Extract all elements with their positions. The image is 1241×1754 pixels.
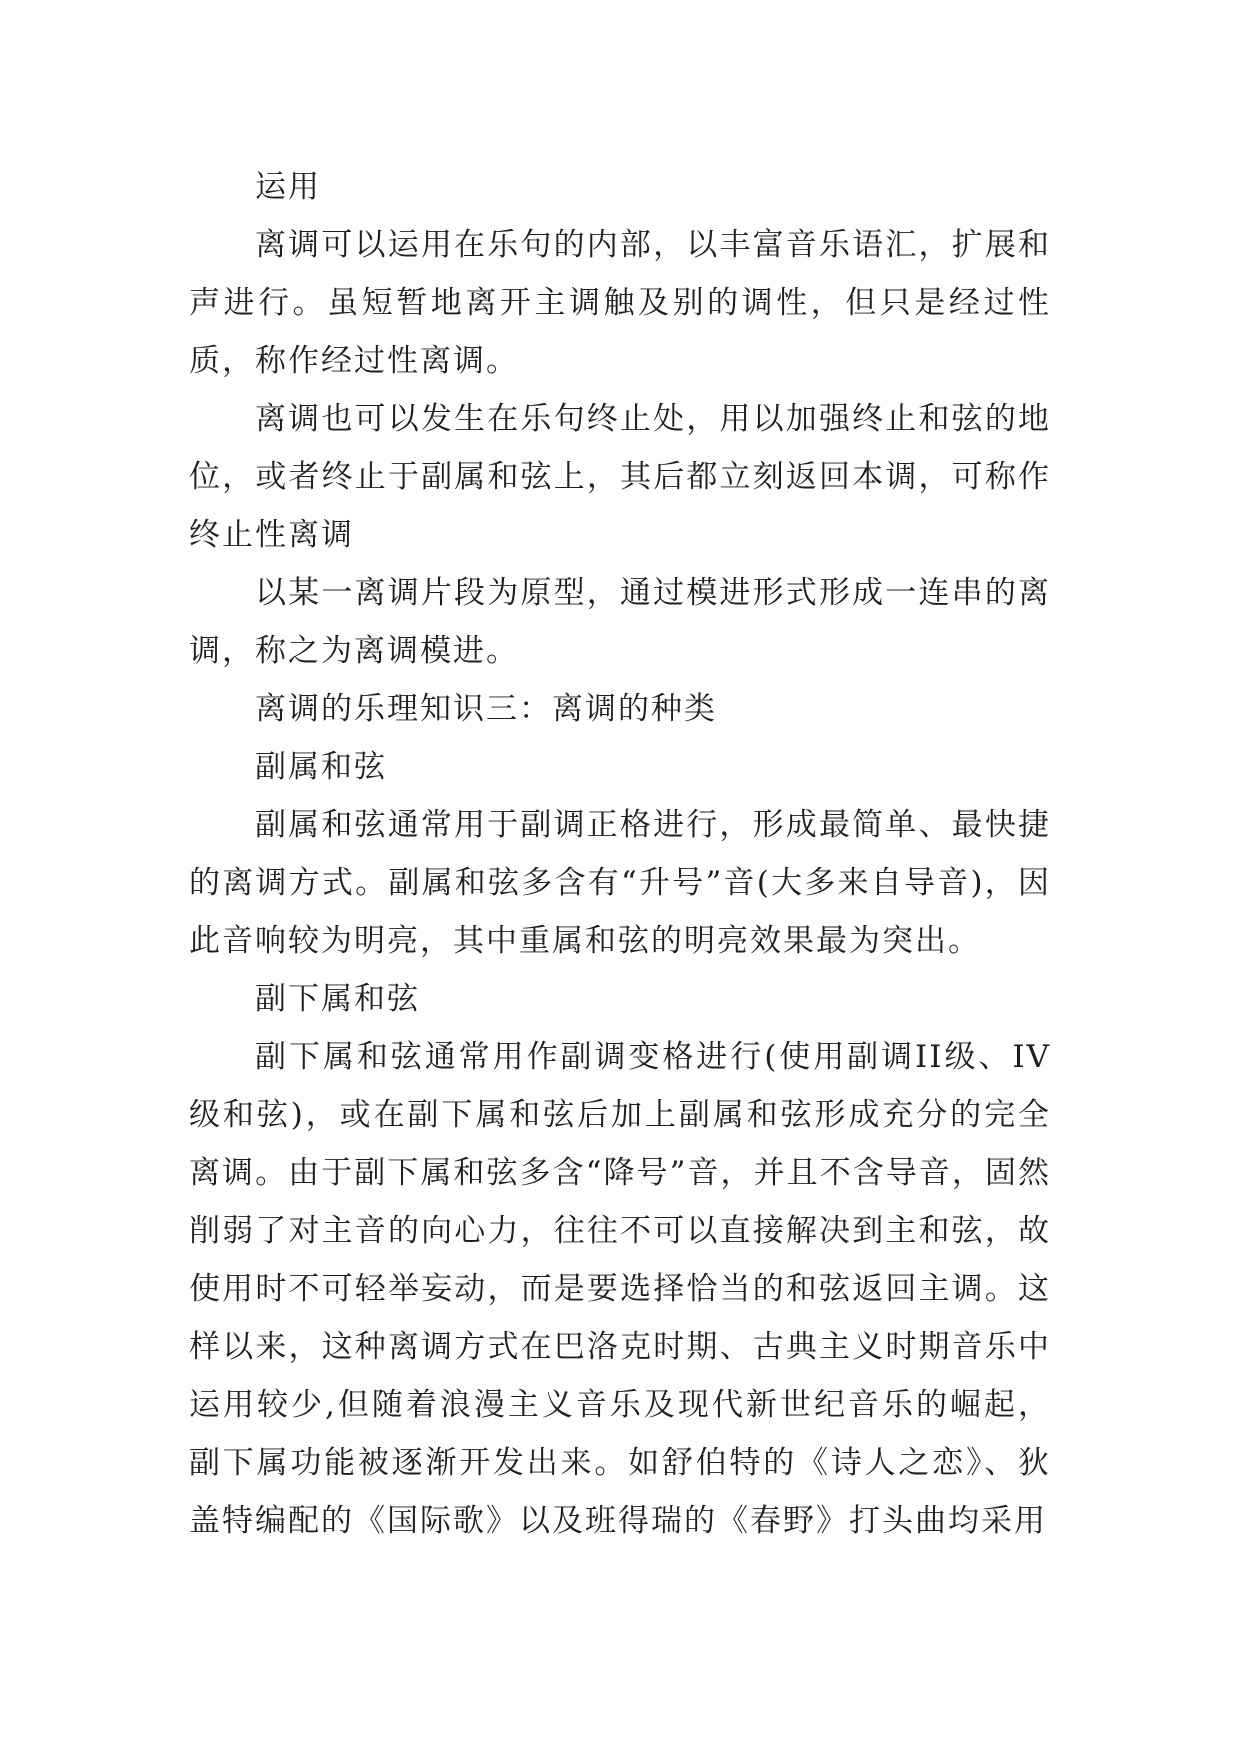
paragraph-passing-modulation: 离调可以运用在乐句的内部，以丰富音乐语汇，扩展和声进行。虽短暂地离开主调触及别的调性，但只是经过性质，称作经过性离调。 bbox=[189, 227, 1051, 379]
subheading-secondary-subdominant: 副下属和弦 bbox=[255, 981, 420, 1017]
paragraph-modulation-sequence: 以某一离调片段为原型，通过模进形式形成一连串的离调，称之为离调模进。 bbox=[189, 575, 1051, 669]
paragraph-cadential-modulation: 离调也可以发生在乐句终止处，用以加强终止和弦的地位，或者终止于副属和弦上，其后都立刻返回本调，可称作终止性离调 bbox=[189, 401, 1051, 553]
section-heading-types: 离调的乐理知识三：离调的种类 bbox=[255, 691, 717, 727]
paragraph-secondary-dominant: 副属和弦通常用于副调正格进行，形成最简单、最快捷的离调方式。副属和弦多含有“升号”音(大多来自导音)，因此音响较为明亮，其中重属和弦的明亮效果最为突出。 bbox=[189, 807, 1051, 959]
paragraph-heading-usage: 运用 bbox=[255, 169, 321, 205]
paragraph-secondary-subdominant: 副下属和弦通常用作副调变格进行(使用副调II级、IV级和弦)，或在副下属和弦后加上副属和弦形成充分的完全离调。由于副下属和弦多含“降号”音，并且不含导音，固然削弱了对主音的向心力，往往不可以直接解决到主和弦，故使用时不可轻举妄动，而是要选择恰当的和弦返回主调。这样以来，这种离调方式在巴洛克时期、古典主义时期音乐中运用较少,但随着浪漫主义音乐及现代新世纪音乐的崛起，副下属功能被逐渐开发出来。如舒伯特的《诗人之恋》、狄盖特编配的《国际歌》以及班得瑞的《春野》打头曲均采用 bbox=[189, 1039, 1051, 1539]
subheading-secondary-dominant: 副属和弦 bbox=[255, 749, 387, 785]
document-body bbox=[189, 158, 1051, 1550]
